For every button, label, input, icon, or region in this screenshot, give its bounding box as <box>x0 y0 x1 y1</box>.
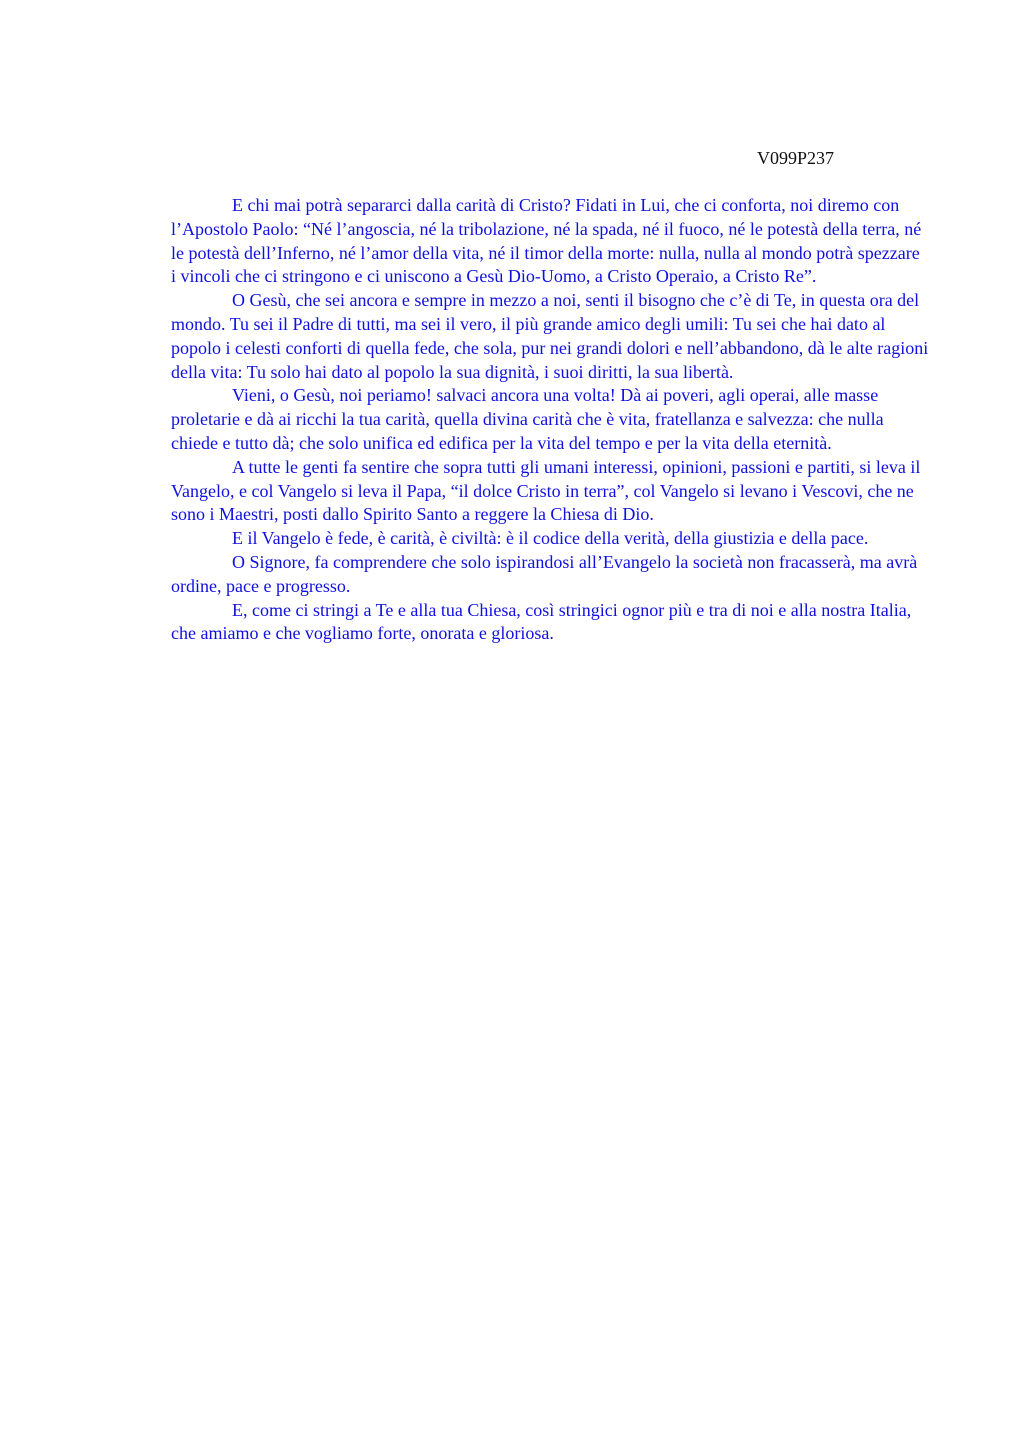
paragraph: E, come ci stringi a Te e alla tua Chiesa, così stringici ognor più e tra di noi e alla nostra Italia, che amiamo e che vogliamo forte, onorata e gloriosa. <box>171 599 912 644</box>
document-body <box>171 194 929 646</box>
paragraph: O Signore, fa comprendere che solo ispirandosi all’Evangelo la società non fracasserà, ma avrà ordine, pace e progresso. <box>171 551 918 596</box>
paragraph: E chi mai potrà separarci dalla carità di Cristo? Fidati in Lui, che ci conforta, noi diremo con l’Apostolo Paolo: “Né l’angoscia, né la tribolazione, né la spada, né il fuoco, né le potestà della terra, né le potestà dell’Inferno, né l’amor della vita, né il timor della morte: nulla, nulla al mondo potrà spezzare i vincoli che ci stringono e ci uniscono a Gesù Dio-Uomo, a Cristo Operaio, a Cristo Re”. <box>171 195 922 287</box>
paragraph: E il Vangelo è fede, è carità, è civiltà: è il codice della verità, della giustizia e della pace. <box>232 528 869 549</box>
paragraph: Vieni, o Gesù, noi periamo! salvaci ancora una volta! Dà ai poveri, agli operai, alle masse proletarie e dà ai ricchi la tua carità, quella divina carità che è vita, fratellanza e salvezza: che nulla chiede e tutto dà; che solo unifica ed edifica per la vita del tempo e per la vita della eternità. <box>171 385 884 453</box>
paragraph: A tutte le genti fa sentire che sopra tutti gli umani interessi, opinioni, passioni e partiti, si leva il Vangelo, e col Vangelo si leva il Papa, “il dolce Cristo in terra”, col Vangelo si levano i Vescovi, che ne sono i Maestri, posti dallo Spirito Santo a reggere la Chiesa di Dio. <box>171 456 921 525</box>
page-code: V099P237 <box>757 148 835 168</box>
paragraph: O Gesù, che sei ancora e sempre in mezzo a noi, senti il bisogno che c’è di Te, in questa ora del mondo. Tu sei il Padre di tutti, ma sei il vero, il più grande amico degli umili: Tu sei che hai dato al popolo i celesti conforti di quella fede, che sola, pur nei grandi dolori e nell’abbandono, dà le alte ragioni della vita: Tu solo hai dato al popolo la sua dignità, i suoi diritti, la sua libertà. <box>171 290 929 382</box>
